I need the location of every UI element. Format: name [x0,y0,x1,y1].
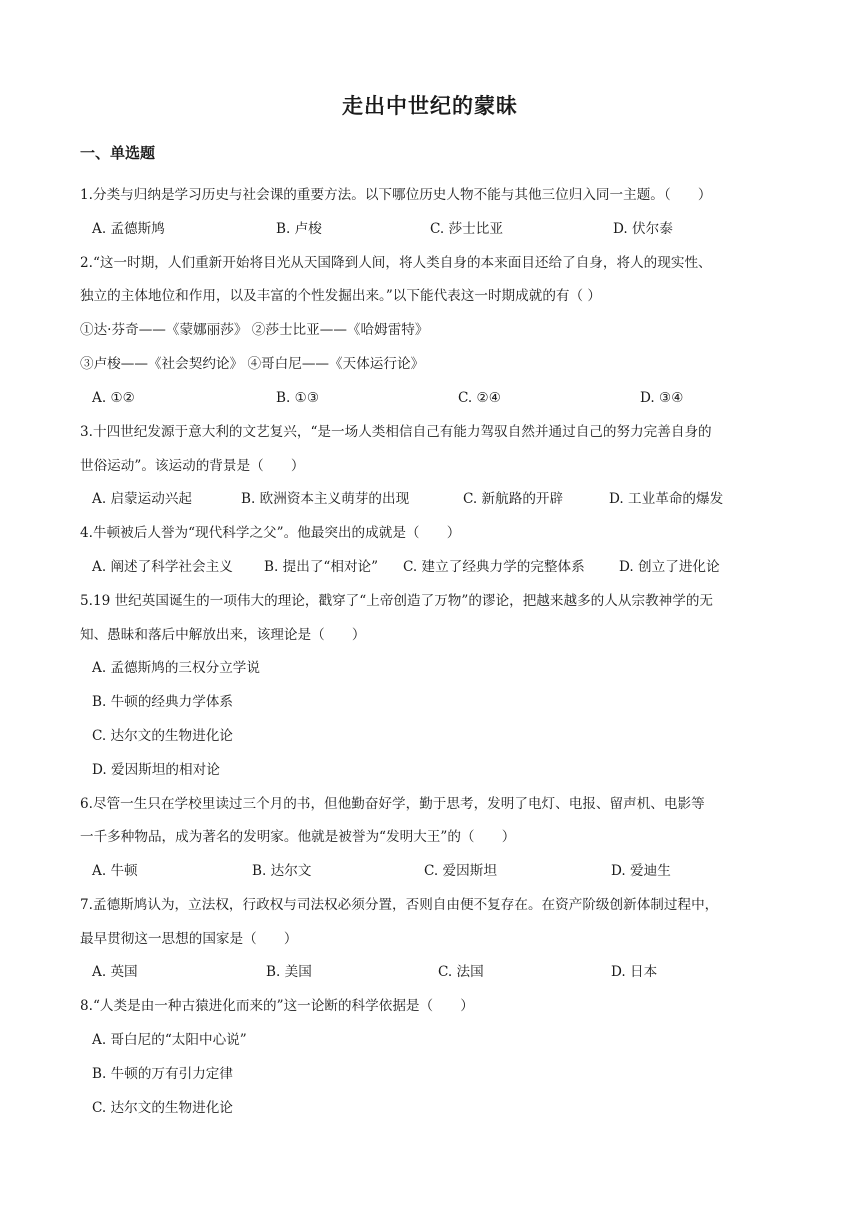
question-6-text-line-1: 6.尽管一生只在学校里读过三个月的书，但他勤奋好学，勤于思考，发明了电灯、电报、留声机、电影等 [80,796,705,812]
question-7-option-c: C. 法国 [438,964,484,980]
question-6-option-c: C. 爱因斯坦 [424,863,497,879]
question-2-item-line-2: ③卢梭——《社会契约论》 ④哥白尼——《天体运行论》 [80,356,425,372]
question-4-option-b: B. 提出了“相对论” [264,559,379,575]
question-4-option-c: C. 建立了经典力学的完整体系 [403,559,585,575]
page-title: 走出中世纪的蒙昧 [342,94,518,118]
question-7-option-d: D. 日本 [611,964,658,980]
question-2-item-line-1: ①达·芬奇——《蒙娜丽莎》 ②莎士比亚——《哈姆雷特》 [80,322,429,338]
question-6-option-d: D. 爱迪生 [611,863,671,879]
question-6-text-line-2: 一千多种物品，成为著名的发明家。他就是被誉为“发明大王”的（ ） [80,829,516,845]
question-6-option-b: B. 达尔文 [252,863,312,879]
question-2-option-c: C. ②④ [458,390,501,406]
question-3-option-d: D. 工业革命的爆发 [609,491,724,507]
question-8-option-c: C. 达尔文的生物进化论 [92,1100,233,1116]
question-7-text-line-2: 最早贯彻这一思想的国家是（ ） [80,931,298,947]
question-5-text-line-2: 知、愚昧和落后中解放出来，该理论是（ ） [80,627,366,643]
question-5-text-line-1: 5.19 世纪英国诞生的一项伟大的理论，戳穿了“上帝创造了万物”的谬论，把越来越多的人从宗教神学的无 [80,593,714,609]
question-1-option-d: D. 伏尔泰 [613,221,673,237]
question-1-text: 1.分类与归纳是学习历史与社会课的重要方法。以下哪位历史人物不能与其他三位归入同一主题。（ ） [80,187,712,203]
question-5-option-a: A. 孟德斯鸠的三权分立学说 [92,660,260,676]
question-7-option-a: A. 英国 [92,964,138,980]
question-8-option-a: A. 哥白尼的“太阳中心说” [92,1032,247,1048]
question-3-text-line-1: 3.十四世纪发源于意大利的文艺复兴，“是一场人类相信自己有能力驾驭自然并通过自己的努力完善自身的 [80,424,712,440]
question-4-option-a: A. 阐述了科学社会主义 [92,559,233,575]
question-5-option-d: D. 爱因斯坦的相对论 [92,762,220,778]
question-2-option-d: D. ③④ [640,390,684,406]
question-8-text: 8.“人类是由一种古猿进化而来的”这一论断的科学依据是（ ） [80,998,474,1014]
question-3-text-line-2: 世俗运动”。该运动的背景是（ ） [80,458,305,474]
section-heading: 一、单选题 [80,144,156,162]
question-1-option-c: C. 莎士比亚 [430,221,503,237]
question-8-option-b: B. 牛顿的万有引力定律 [92,1066,233,1082]
question-6-option-a: A. 牛顿 [92,863,138,879]
question-4-text: 4.牛顿被后人誉为“现代科学之父”。他最突出的成就是（ ） [80,525,461,541]
question-2-text-line-2: 独立的主体地位和作用，以及丰富的个性发掘出来。”以下能代表这一时期成就的有（ ） [80,288,602,304]
question-3-option-a: A. 启蒙运动兴起 [92,491,193,507]
question-1-option-a: A. 孟德斯鸠 [92,221,165,237]
question-2-option-b: B. ①③ [276,390,320,406]
question-7-option-b: B. 美国 [266,964,312,980]
question-5-option-c: C. 达尔文的生物进化论 [92,728,233,744]
question-3-option-b: B. 欧洲资本主义萌芽的出现 [241,491,410,507]
question-1-option-b: B. 卢梭 [276,221,322,237]
question-3-option-c: C. 新航路的开辟 [463,491,564,507]
question-2-option-a: A. ①② [92,390,135,406]
question-2-text-line-1: 2.“这一时期，人们重新开始将目光从天国降到人间，将人类自身的本来面目还给了自身，将人的现实性、 [80,255,712,271]
question-4-option-d: D. 创立了进化论 [619,559,720,575]
question-7-text-line-1: 7.孟德斯鸠认为，立法权，行政权与司法权必须分置，否则自由便不复存在。在资产阶级创新体制过程中， [80,897,719,913]
question-5-option-b: B. 牛顿的经典力学体系 [92,694,233,710]
